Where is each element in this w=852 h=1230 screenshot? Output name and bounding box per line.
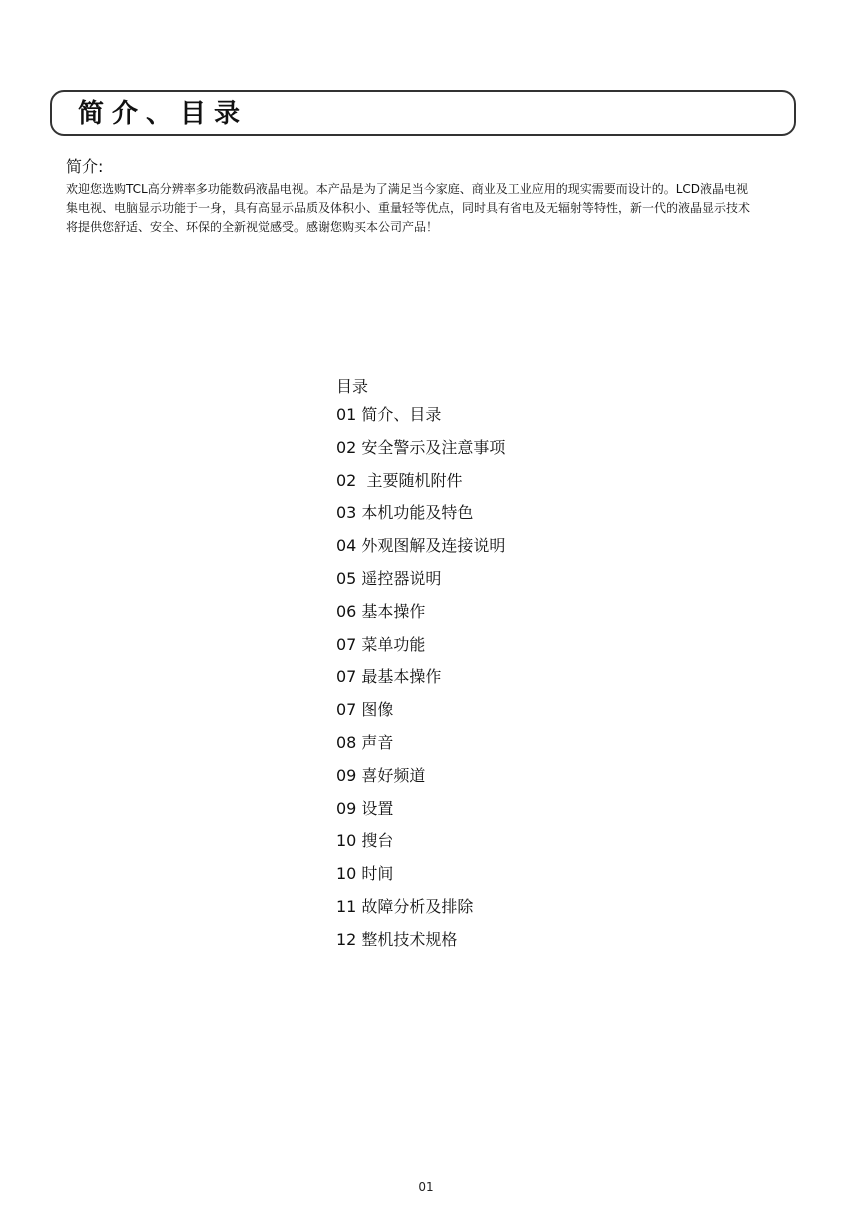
- toc-item: [336, 699, 636, 732]
- toc-item: [336, 863, 636, 896]
- toc-item-page: 11: [336, 896, 357, 916]
- section-title: 简介、目录: [78, 99, 249, 129]
- toc-item-label: 遥控器说明: [361, 568, 442, 588]
- intro-paragraph: 欢迎您选购TCL高分辨率多功能数码液晶电视。本产品是为了满足当今家庭、商业及工业应用的现实需要而设计的。LCD液晶电视集电视、电脑显示功能于一身，具有高显示品质及体积小、重量轻等优点，同时具有省电及无辐射等特性，新一代的液晶显示技术将提供您舒适、安全、环保的全新视觉感受。感谢您购买本公司产品！: [66, 182, 751, 234]
- toc-item-label: 整机技术规格: [361, 929, 458, 949]
- page-number: 01: [418, 1180, 434, 1194]
- toc-item-label: 本机功能及特色: [361, 503, 474, 523]
- toc-item-page: 10: [336, 831, 357, 851]
- toc-item-page: 07: [336, 634, 357, 654]
- toc-item-label: 基本操作: [361, 601, 426, 621]
- toc-title: 目录: [336, 377, 369, 396]
- toc-item: [336, 502, 636, 535]
- section-header-box: [50, 90, 796, 136]
- toc-item-page: 08: [336, 732, 357, 752]
- toc-item: [336, 896, 636, 929]
- toc-item-label: 图像: [361, 700, 394, 720]
- toc-item: [336, 798, 636, 831]
- toc-item-page: 02: [336, 437, 357, 457]
- toc-item-page: 01: [336, 405, 357, 424]
- toc-item-page: 07: [336, 700, 357, 720]
- toc-item: [336, 666, 636, 699]
- toc-item-label: 设置: [361, 798, 394, 818]
- toc-item: [336, 765, 636, 798]
- toc-item-page: 03: [336, 503, 357, 523]
- toc-item: [336, 830, 636, 863]
- toc-item-label: 搜台: [361, 831, 394, 851]
- toc-item-page: 12: [336, 929, 357, 949]
- toc-item: [336, 470, 636, 503]
- toc-item-page: 07: [336, 667, 357, 687]
- toc-item: [336, 437, 636, 470]
- toc-item-page: 04: [336, 536, 357, 556]
- table-of-contents: [336, 376, 636, 962]
- toc-item: [336, 404, 636, 437]
- toc-item-label: 故障分析及排除: [361, 896, 474, 916]
- toc-item-label: 声音: [361, 732, 394, 752]
- toc-item: [336, 601, 636, 634]
- toc-item-page: 10: [336, 864, 357, 884]
- toc-list: [336, 404, 636, 962]
- toc-item-label: 时间: [361, 864, 394, 884]
- toc-item-page: 06: [336, 601, 357, 621]
- intro-heading: 简介:: [66, 157, 104, 176]
- toc-item-page: 02: [336, 470, 357, 490]
- toc-item: [336, 535, 636, 568]
- toc-item-label: 简介、目录: [361, 405, 442, 424]
- toc-item-label: 安全警示及注意事项: [361, 437, 506, 457]
- toc-item-page: 09: [336, 798, 357, 818]
- toc-item-page: 09: [336, 765, 357, 785]
- toc-item-label: 外观图解及连接说明: [361, 536, 506, 556]
- toc-item-label: 菜单功能: [361, 634, 426, 654]
- toc-item: [336, 929, 636, 962]
- toc-item: [336, 634, 636, 667]
- toc-item-page: 05: [336, 568, 357, 588]
- toc-item-label: 主要随机附件: [361, 470, 463, 490]
- toc-item: [336, 568, 636, 601]
- toc-item-label: 喜好频道: [361, 765, 426, 785]
- toc-item-label: 最基本操作: [361, 667, 442, 687]
- toc-item: [336, 732, 636, 765]
